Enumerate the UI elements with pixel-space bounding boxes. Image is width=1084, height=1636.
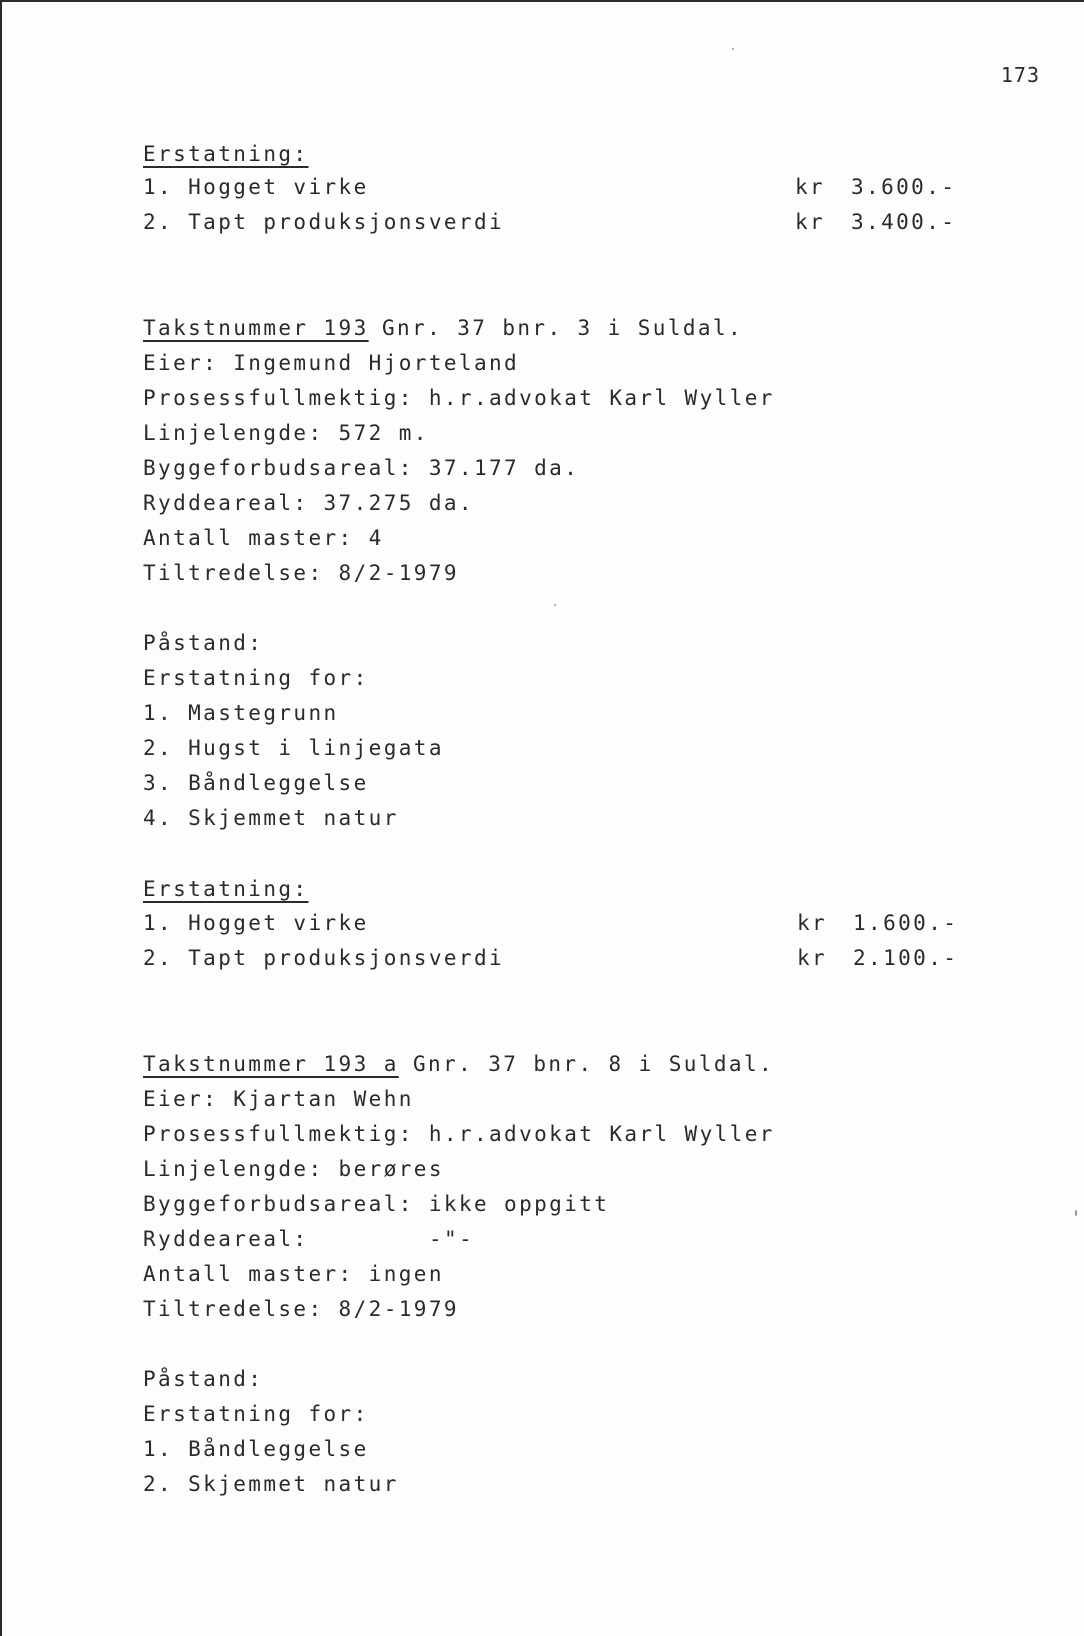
claim-item: 2. Skjemmet natur — [143, 1472, 399, 1496]
currency-label: kr — [795, 210, 826, 234]
claim-item: 1. Mastegrunn — [143, 701, 339, 725]
claim-item: 1. Båndleggelse — [143, 1437, 369, 1461]
currency-label: kr — [797, 946, 828, 970]
compensation-item-label: 2. Tapt produksjonsverdi — [143, 210, 505, 234]
attorney-line: Prosessfullmektig: h.r.advokat Karl Wyller — [143, 386, 775, 410]
clearing-area: Ryddeareal: 37.275 da. — [143, 491, 474, 515]
amount-value: 3.600.- — [851, 175, 957, 199]
building-ban-area: Byggeforbudsareal: ikke oppgitt — [143, 1192, 610, 1216]
owner-line: Eier: Kjartan Wehn — [143, 1087, 414, 1111]
line-length: Linjelengde: berøres — [143, 1157, 444, 1181]
line-length: Linjelengde: 572 m. — [143, 421, 429, 445]
property-location: Gnr. 37 bnr. 3 i Suldal. — [382, 316, 744, 340]
page-number: 173 — [1000, 63, 1040, 87]
scan-speck — [554, 604, 556, 606]
mast-count: Antall master: ingen — [143, 1262, 444, 1286]
owner-line: Eier: Ingemund Hjorteland — [143, 351, 520, 375]
property-location: Gnr. 37 bnr. 8 i Suldal. — [413, 1052, 775, 1076]
compensation-item-label: 1. Hogget virke — [143, 911, 369, 935]
amount-value: 2.100.- — [853, 946, 959, 970]
claim-heading: Påstand: — [143, 1367, 264, 1391]
compensation-item-label: 1. Hogget virke — [143, 175, 369, 199]
currency-label: kr — [797, 911, 828, 935]
section-heading-erstatning: Erstatning: — [143, 142, 309, 166]
takst-heading-193: Takstnummer 193 — [143, 316, 369, 340]
scan-speck — [1075, 1210, 1077, 1216]
amount-value: 1.600.- — [853, 911, 959, 935]
accession-date: Tiltredelse: 8/2-1979 — [143, 1297, 459, 1321]
claim-item: 4. Skjemmet natur — [143, 806, 399, 830]
accession-date: Tiltredelse: 8/2-1979 — [143, 561, 459, 585]
currency-label: kr — [795, 175, 826, 199]
claim-item: 2. Hugst i linjegata — [143, 736, 444, 760]
scan-speck — [732, 48, 734, 50]
mast-count: Antall master: 4 — [143, 526, 384, 550]
section-heading-erstatning: Erstatning: — [143, 877, 309, 901]
compensation-for-heading: Erstatning for: — [143, 666, 369, 690]
amount-value: 3.400.- — [851, 210, 957, 234]
compensation-for-heading: Erstatning for: — [143, 1402, 369, 1426]
clearing-area-value: -"- — [429, 1227, 475, 1251]
claim-item: 3. Båndleggelse — [143, 771, 369, 795]
building-ban-area: Byggeforbudsareal: 37.177 da. — [143, 456, 580, 480]
clearing-area-label: Ryddeareal: — [143, 1227, 309, 1251]
claim-heading: Påstand: — [143, 631, 264, 655]
attorney-line: Prosessfullmektig: h.r.advokat Karl Wyller — [143, 1122, 775, 1146]
compensation-item-label: 2. Tapt produksjonsverdi — [143, 946, 505, 970]
takst-heading-193a: Takstnummer 193 a — [143, 1052, 399, 1076]
